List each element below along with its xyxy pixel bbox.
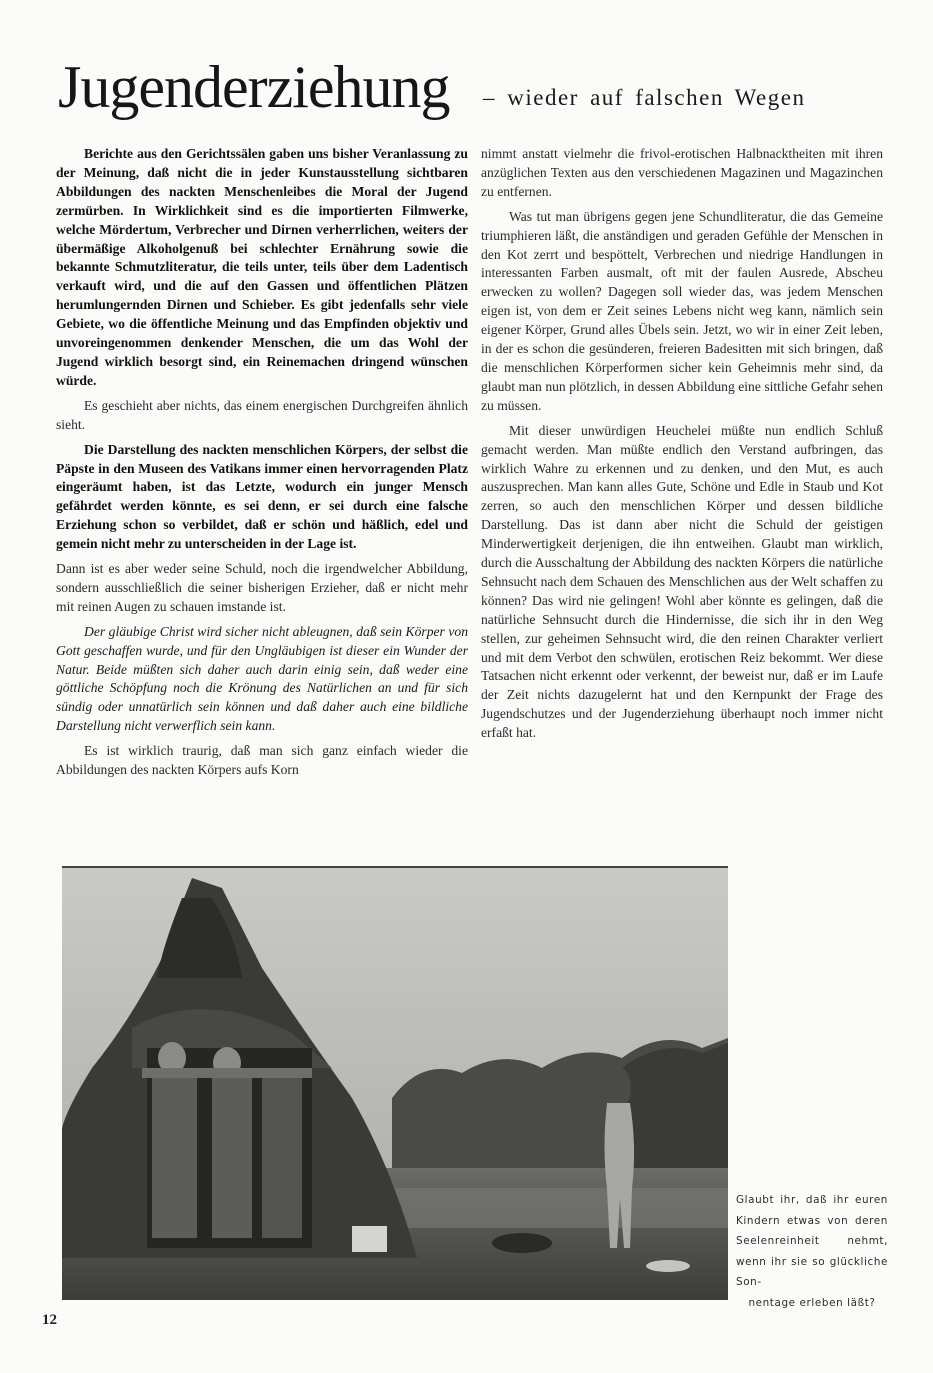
paragraph: Was tut man übrigens gegen jene Schundliteratur, die das Gemeine triumphieren läßt, die anständigen und geraden Gefühle der Menschen in den Kot zerrt und bespöttelt, Verbrechen und niedrige Handlungen in interessanten Farben ausmalt, oft mit der faulen Ausrede, Abscheu erwecken zu wollen? Dagegen soll wieder das, was jedem Menschen eigen ist, von dem er Zeit seines Lebens nicht weg kann, nämlich sein eigener Körper, Grund alles Übels sein. Jetzt, wo wir in einer Zeit leben, in der es schon die gesünderen, freieren Badesitten mit sich bringen, daß die menschlichen Körperformen sicher kein Geheimnis mehr sind, da glaubt man nun plötzlich, in dessen Abbildung eine sittliche Gefahr sehen zu müssen. <box>481 208 883 413</box>
paragraph: Berichte aus den Gerichtssälen gaben uns bisher Veranlassung zu der Meinung, daß nicht die in jeder Kunstausstellung sichtbaren Abbildungen des nackten Menschenleibes die Moral der Jugend zermürben. In Wirklichkeit sind es die importierten Filmwerke, welche Mördertum, Verbrecher und Dirnen verherrlichen, weiters der übermäßige Alkoholgenuß bei schlechter Ernährung sowie die bekannte Schmutzliteratur, die teils unter, teils über dem Ladentisch verkauft wird, und die auf den Gassen und öffentlichen Plätzen herumlungernden Dirnen und Schieber. Es gibt jedenfalls sehr viele Gebiete, wo die öffentliche Meinung und das Empfinden objektiv und unvoreingenommen denkender Menschen, die um das Wohl der Jugend wirklich besorgt sind, ein Reinemachen dringend wünschen würde. <box>56 146 468 388</box>
paragraph: Mit dieser unwürdigen Heuchelei müßte nun endlich Schluß gemacht werden. Man müßte endlich den Verstand aufbringen, das wirklich Wahre zu erkennen und zu denken, und den Mut, es auch auszusprechen. Man kann alles Gute, Schöne und Edle in Staub und Kot zerren, so auch den menschlichen Körper und dessen bildliche Darstellung. Das ist dann aber nicht die Schuld der geistigen Minderwertigkeit derjenigen, die ihn entweihen. Glaubt man wirklich, durch die Ausschaltung der Abbildung des nackten Körpers die natürliche Sehnsucht nach dem Schauen des Menschlichen aus der Welt schaffen zu können? Das wird nie gelingen! Wohl aber könnte es gelingen, daß die natürliche Sehnsucht durch die Hindernisse, die sich ihr in den Weg stellen, zur geheimen Sehnsucht wird, die den reinen Charakter verliert und mit dem Verbot den schwülen, erotischen Reiz bekommt. Wer diese Tatsachen nicht erkennt oder verkennt, der beweist nur, daß er im Laufe der Zeit nichts dazugelernt hat und den Kernpunkt der Frage des Jugendschutzes und der Jugenderziehung überhaupt noch immer nicht erfaßt hat. <box>481 422 883 741</box>
paragraph: Die Darstellung des nackten menschlichen Körpers, der selbst die Päpste in den Museen des Vatikans immer einen hervorragenden Platz eingeräumt haben, ist das Letzte, wodurch ein junger Mensch gefährdet werden könnte, es sei denn, er sei durch eine falsche Erziehung schon so verbildet, daß er schön und häßlich, edel und gemein nicht mehr zu unterscheiden in der Lage ist. <box>56 441 468 552</box>
article-photo <box>62 866 728 1300</box>
article-title: Jugenderziehung <box>58 54 450 120</box>
article-subtitle: – wieder auf falschen Wegen <box>483 85 806 110</box>
page-number: 12 <box>42 1312 57 1328</box>
caption-line: nentage erleben läßt? <box>748 1296 876 1309</box>
left-column <box>56 145 468 786</box>
paragraph-italic: Der gläubige Christ wird sicher nicht ableugnen, daß sein Körper von Gott geschaffen wurde, und für den Ungläubigen ist dieser ein Wunder der Natur. Beide müßten sich daher auch darin einig sein, daß weder eine göttliche Schöpfung noch die Krönung des Natürlichen an und für sich sündig oder unnatürlich sein können und daß daher auch eine bildliche Darstellung nicht verwerflich sein kann. <box>56 623 468 734</box>
paragraph: Dann ist es aber weder seine Schuld, noch die irgendwelcher Abbildung, sondern ausschließlich die seiner bisherigen Erzieher, daß er nicht mehr mit reinen Augen zu schauen imstande ist. <box>56 561 468 614</box>
paragraph: Es ist wirklich traurig, daß man sich ganz einfach wieder die Abbildungen des nackten Körpers aufs Korn <box>56 743 468 778</box>
caption-line: Glaubt ihr, daß ihr euren Kindern etwas von deren Seelenreinheit nehmt, wenn ihr sie so glückliche Son- <box>736 1194 888 1289</box>
photo-illustration <box>62 868 728 1300</box>
photo-caption <box>736 1190 888 1314</box>
article-header <box>58 52 888 130</box>
paragraph: Es geschieht aber nichts, das einem energischen Durchgreifen ähnlich sieht. <box>56 397 468 432</box>
right-column <box>481 145 883 749</box>
paragraph: nimmt anstatt vielmehr die frivol-erotischen Halbnacktheiten mit ihren anzüglichen Texten aus den verschiedenen Magazinen und Magazinchen zu entfernen. <box>481 146 883 199</box>
